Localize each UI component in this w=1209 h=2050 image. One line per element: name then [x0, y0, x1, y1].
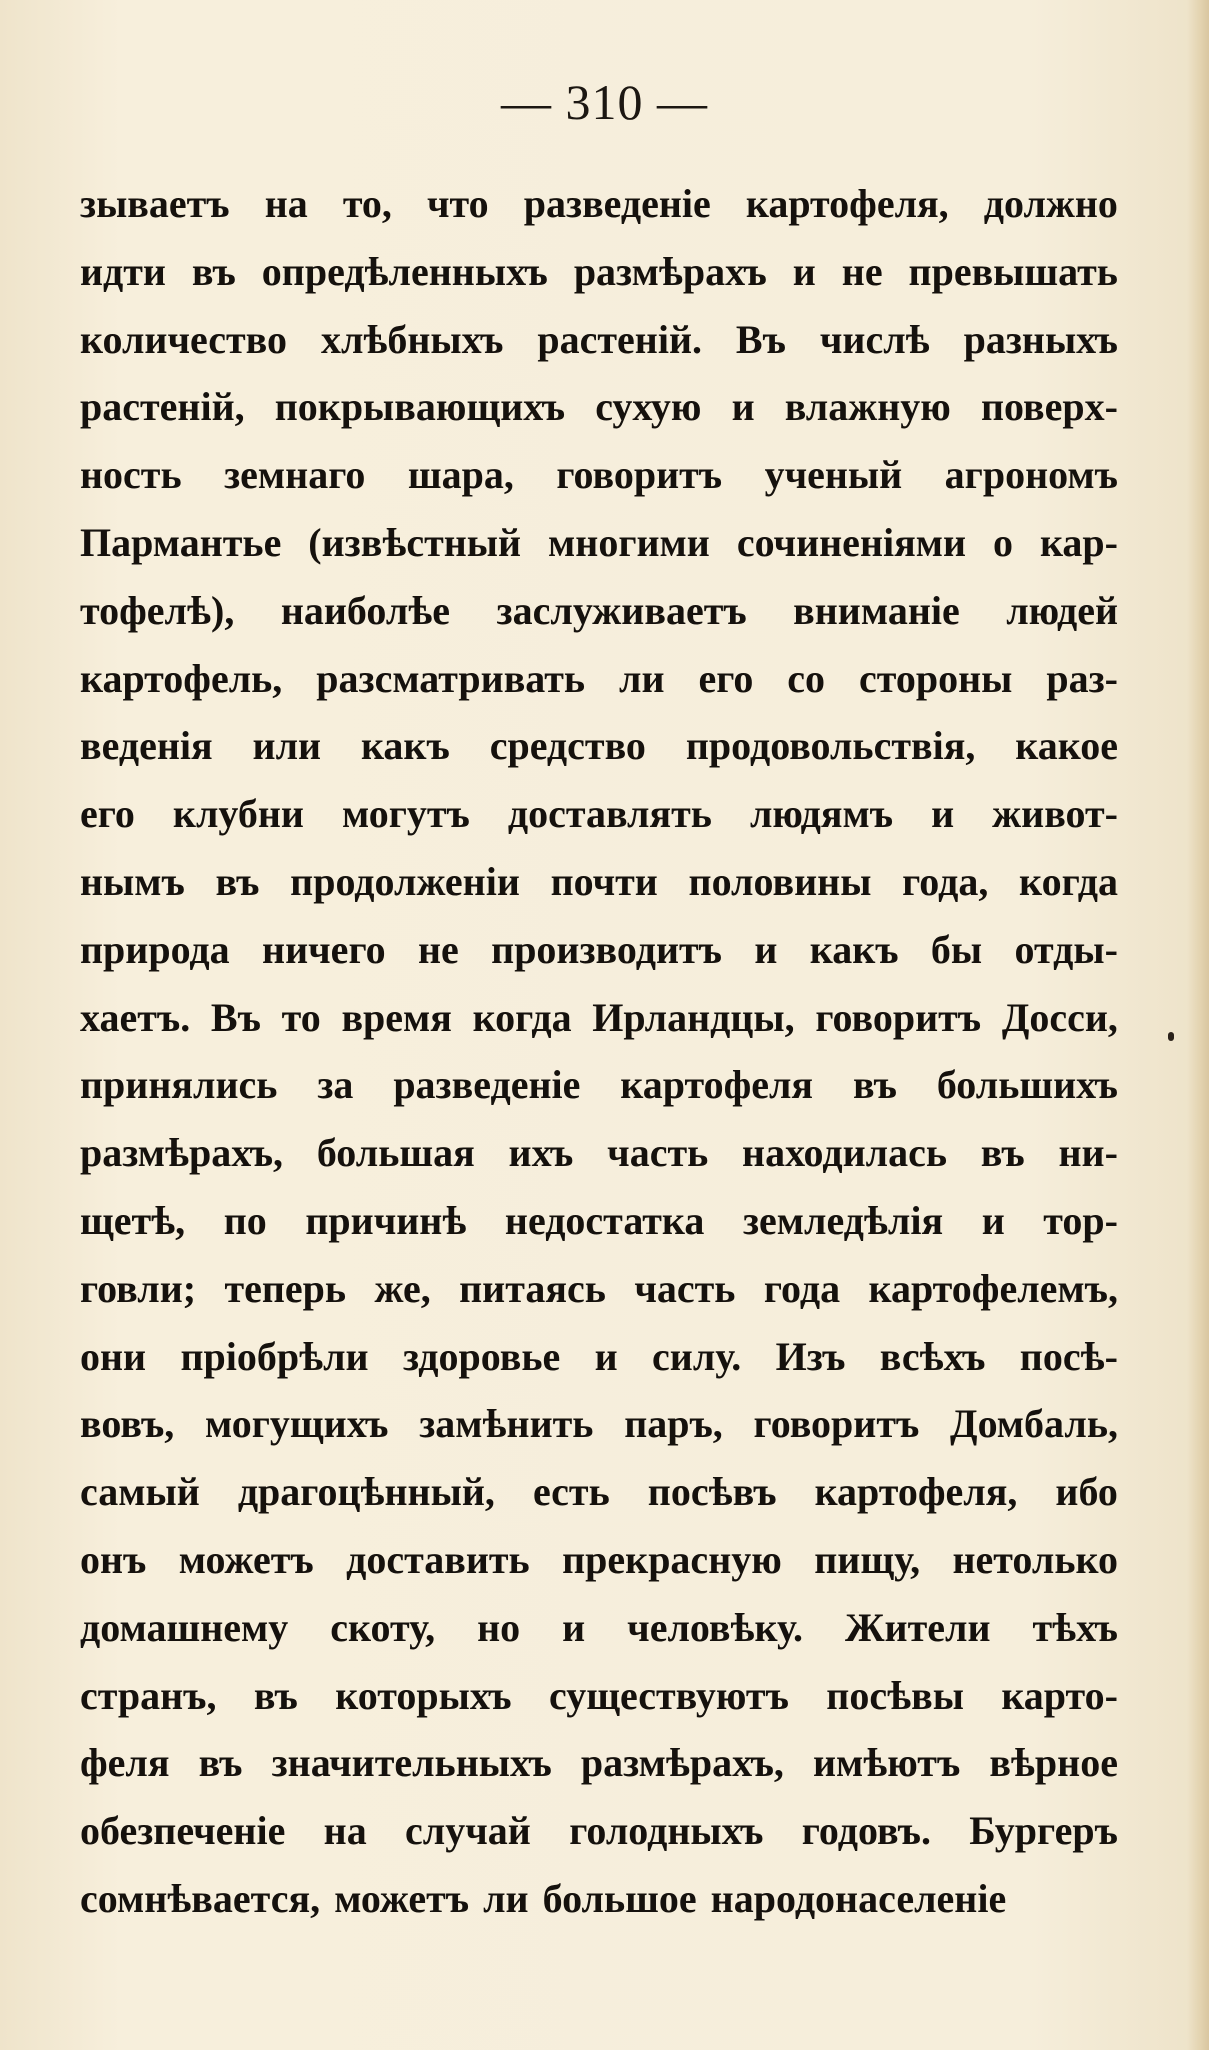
word: хаетъ. — [80, 994, 191, 1040]
word: превышать — [908, 248, 1118, 294]
word: обезпеченiе — [80, 1808, 286, 1854]
word: по — [223, 1197, 267, 1243]
text-line — [80, 984, 1118, 1052]
word: половины — [688, 858, 872, 904]
word: вниманiе — [793, 587, 960, 633]
text-line — [80, 712, 1118, 780]
word: имѣютъ — [812, 1740, 961, 1786]
text-line — [80, 1662, 1118, 1730]
word: пищу, — [814, 1536, 921, 1582]
word: время — [341, 994, 452, 1040]
word: не — [841, 248, 883, 294]
page-number: — 310 — — [501, 74, 708, 130]
word: раз- — [1046, 655, 1118, 701]
word: находилась — [742, 1130, 948, 1176]
word: на — [323, 1808, 367, 1854]
word: продолженiи — [290, 858, 520, 904]
word: опредѣленныхъ — [261, 248, 548, 294]
word: когда — [1019, 858, 1118, 904]
text-line — [80, 306, 1118, 374]
word: когда — [472, 994, 572, 1040]
word: случай — [405, 1808, 531, 1854]
word: растенiй. — [537, 316, 702, 362]
word: доставить — [346, 1536, 530, 1582]
word: ничего — [262, 926, 386, 972]
word: года, — [902, 858, 989, 904]
word: и — [731, 384, 755, 430]
text-line — [80, 509, 1118, 577]
word: размѣрахъ, — [80, 1130, 284, 1176]
word: большое — [542, 1875, 697, 1921]
word: нымъ — [80, 858, 185, 904]
word: въ — [253, 1672, 298, 1718]
word: паръ, — [624, 1401, 723, 1447]
text-line — [80, 238, 1118, 306]
word: говоритъ — [815, 994, 982, 1040]
word: размѣрахъ — [573, 248, 767, 294]
word: говоритъ — [753, 1401, 920, 1447]
text-line — [80, 1323, 1118, 1391]
word: въ — [852, 1062, 897, 1108]
word: стороны — [859, 655, 1013, 701]
word: его — [80, 791, 135, 837]
word: тофелѣ), — [80, 587, 235, 633]
word: значительныхъ — [271, 1740, 552, 1786]
word: большая — [316, 1130, 475, 1176]
word: Досси, — [1001, 994, 1118, 1040]
text-line — [80, 848, 1118, 916]
word: тѣхъ — [1032, 1604, 1118, 1650]
word: въ — [980, 1130, 1025, 1176]
text-line — [80, 780, 1118, 848]
text-line — [80, 645, 1118, 713]
word: можетъ — [334, 1875, 470, 1921]
word: разведенiе — [523, 181, 711, 226]
word: говли; — [80, 1265, 197, 1311]
word: зываетъ — [80, 181, 230, 226]
word: могутъ — [341, 791, 470, 837]
word: картофелемъ, — [868, 1265, 1118, 1311]
word: недостатка — [504, 1197, 705, 1243]
word: человѣку. — [627, 1604, 804, 1650]
word: доставлять — [507, 791, 712, 837]
word: въ — [198, 1740, 243, 1786]
word: земнаго — [224, 452, 366, 498]
word: народонаселенiе — [710, 1875, 1007, 1921]
word: заслуживаетъ — [496, 587, 747, 633]
word: и — [792, 248, 816, 294]
word: многими — [548, 519, 710, 565]
word: посѣвы — [826, 1672, 964, 1718]
word: количество — [80, 316, 288, 362]
word: существуютъ — [549, 1672, 789, 1718]
word: посѣвъ — [647, 1469, 777, 1515]
word: и — [754, 926, 778, 972]
word: что — [427, 181, 489, 226]
word: на — [264, 181, 308, 226]
word: часть — [607, 1130, 709, 1176]
word: продовольствiя, — [685, 723, 976, 769]
word: растенiй, — [80, 384, 245, 430]
word: сомнѣвается, — [80, 1875, 321, 1921]
word: онъ — [80, 1536, 147, 1582]
text-line — [80, 1390, 1118, 1458]
word: природа — [80, 926, 230, 972]
word: и — [594, 1333, 618, 1379]
word: домашнему — [80, 1604, 289, 1650]
word: картофель, — [80, 655, 283, 701]
word: годовъ. — [801, 1808, 931, 1854]
text-line — [80, 1865, 1118, 1933]
word: какое — [1015, 723, 1118, 769]
word: Изъ — [775, 1333, 846, 1379]
word: драгоцѣнный, — [237, 1469, 495, 1515]
word: за — [317, 1062, 354, 1108]
word: въ — [191, 248, 236, 294]
word: силу. — [652, 1333, 742, 1379]
word: самый — [80, 1469, 200, 1515]
word: разведенiе — [393, 1062, 581, 1108]
word: картофеля, — [745, 181, 949, 226]
word: хлѣбныхъ — [320, 316, 504, 362]
word: ли — [483, 1875, 529, 1921]
word: должно — [983, 181, 1118, 226]
word: влажную — [784, 384, 951, 430]
text-line — [80, 577, 1118, 645]
word: тор- — [1043, 1197, 1118, 1243]
word: которыхъ — [335, 1672, 512, 1718]
word: размѣрахъ, — [580, 1740, 784, 1786]
text-line — [80, 1119, 1118, 1187]
word: въ — [215, 858, 260, 904]
body-text — [80, 170, 1118, 1933]
word: разныхъ — [963, 316, 1118, 362]
word: скоту, — [330, 1604, 436, 1650]
word: со — [787, 655, 826, 701]
word: людей — [1006, 587, 1118, 633]
word: или — [252, 723, 322, 769]
word: есть — [532, 1469, 610, 1515]
word: Домбаль, — [950, 1401, 1118, 1447]
word: о — [993, 519, 1013, 565]
word: странъ, — [80, 1672, 217, 1718]
word: ность — [80, 452, 182, 498]
word: часть — [634, 1265, 736, 1311]
text-line — [80, 1458, 1118, 1526]
word: клубни — [172, 791, 304, 837]
word: то — [281, 994, 321, 1040]
word: Пармантье — [80, 519, 282, 565]
word: ли — [619, 655, 665, 701]
word: причинѣ — [305, 1197, 467, 1243]
word: Бургеръ — [969, 1808, 1118, 1854]
word: ни- — [1058, 1130, 1118, 1176]
text-line — [80, 1526, 1118, 1594]
text-line — [80, 373, 1118, 441]
word: почти — [550, 858, 658, 904]
word: отды- — [1014, 926, 1118, 972]
word: средство — [489, 723, 646, 769]
word: числѣ — [819, 316, 930, 362]
text-line — [80, 170, 1118, 238]
word: щетѣ, — [80, 1197, 186, 1243]
word: разсматривать — [316, 655, 586, 701]
word: Въ — [210, 994, 261, 1040]
text-line — [80, 1797, 1118, 1865]
text-line — [80, 916, 1118, 984]
word: агрономъ — [944, 452, 1118, 498]
word: Жители — [845, 1604, 991, 1650]
word: поверх- — [980, 384, 1118, 430]
word: покрывающихъ — [274, 384, 566, 430]
word: питаясь — [459, 1265, 606, 1311]
page-edge-shadow — [1187, 0, 1209, 2050]
word: шара, — [407, 452, 514, 498]
text-line — [80, 1051, 1118, 1119]
word: карто- — [1001, 1672, 1118, 1718]
text-line — [80, 441, 1118, 509]
word: теперь — [224, 1265, 347, 1311]
word: сочиненiями — [736, 519, 967, 565]
word: вѣрное — [989, 1740, 1118, 1786]
word: живот- — [992, 791, 1118, 837]
ink-speck — [1168, 1032, 1174, 1041]
word: и — [931, 791, 955, 837]
word: прiобрѣли — [180, 1333, 369, 1379]
word: кар- — [1039, 519, 1118, 565]
word: наиболѣе — [280, 587, 451, 633]
word: идти — [80, 248, 166, 294]
word: Въ — [735, 316, 786, 362]
word: какъ — [809, 926, 899, 972]
word: картофеля, — [814, 1469, 1018, 1515]
word: его — [698, 655, 754, 701]
word: (извѣстный — [308, 519, 522, 565]
word: картофеля — [620, 1062, 814, 1108]
word: говоритъ — [556, 452, 723, 498]
word: всѣхъ — [879, 1333, 986, 1379]
word: то, — [342, 181, 392, 226]
word: Ирландцы, — [592, 994, 795, 1040]
word: могущихъ — [205, 1401, 389, 1447]
word: ихъ — [508, 1130, 574, 1176]
word: но — [477, 1604, 521, 1650]
word: ученый — [764, 452, 903, 498]
word: ибо — [1055, 1469, 1118, 1515]
word: прекрасную — [562, 1536, 782, 1582]
text-line — [80, 1187, 1118, 1255]
word: нетолько — [952, 1536, 1118, 1582]
word: здоровье — [402, 1333, 561, 1379]
word: посѣ- — [1019, 1333, 1118, 1379]
word: большихъ — [936, 1062, 1118, 1108]
text-line — [80, 1255, 1118, 1323]
word: не — [417, 926, 459, 972]
text-line — [80, 1729, 1118, 1797]
word: феля — [80, 1740, 170, 1786]
word: бы — [930, 926, 983, 972]
word: земледѣлiя — [742, 1197, 944, 1243]
word: и — [562, 1604, 586, 1650]
word: людямъ — [749, 791, 894, 837]
word: голодныхъ — [569, 1808, 764, 1854]
word: же, — [374, 1265, 431, 1311]
word: и — [981, 1197, 1005, 1243]
word: какъ — [360, 723, 450, 769]
word: веденiя — [80, 723, 213, 769]
word: можетъ — [178, 1536, 314, 1582]
word: года — [763, 1265, 841, 1311]
word: вовъ, — [80, 1401, 175, 1447]
word: производитъ — [491, 926, 722, 972]
word: сухую — [595, 384, 702, 430]
word: замѣнить — [419, 1401, 594, 1447]
word: принялись — [80, 1062, 278, 1108]
word: они — [80, 1333, 147, 1379]
text-line — [80, 1594, 1118, 1662]
